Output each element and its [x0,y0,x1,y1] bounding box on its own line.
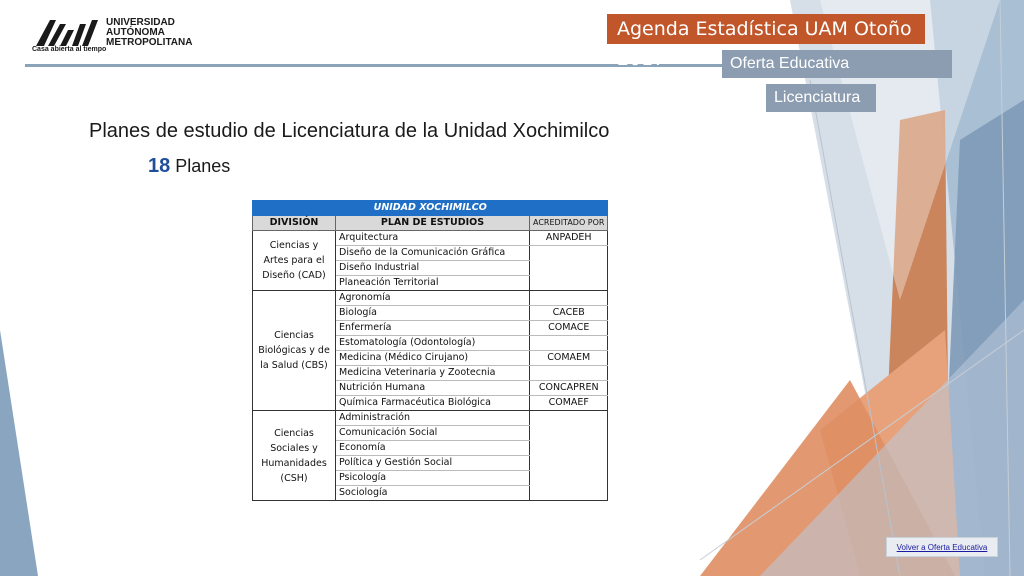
plan-cell: Estomatología (Odontología) [336,336,530,351]
plan-cell: Medicina (Médico Cirujano) [336,351,530,366]
page-title: Planes de estudio de Licenciatura de la Unidad Xochimilco [89,120,610,142]
plan-cell: Diseño de la Comunicación Gráfica [336,246,530,261]
plan-cell: Política y Gestión Social [336,456,530,471]
agenda-banner: Agenda Estadística UAM Otoño 2017 [607,14,925,44]
accredited-cell: ANPADEH [530,231,608,246]
breadcrumb-licenciatura[interactable]: Licenciatura [766,84,876,112]
accredited-cell [530,246,608,261]
accredited-cell [530,291,608,306]
plan-cell: Agronomía [336,291,530,306]
uam-name-line3: METROPOLITANA [106,37,193,48]
plans-count-number: 18 [148,155,171,177]
unit-header: UNIDAD XOCHIMILCO [253,201,608,216]
uam-name [106,18,192,48]
division-cell: Ciencias y Artes para el Diseño (CAD) [253,231,336,291]
plan-cell: Psicología [336,471,530,486]
accredited-cell [530,336,608,351]
accredited-cell: CACEB [530,306,608,321]
plan-cell: Sociología [336,486,530,501]
table-row [253,231,608,246]
division-cell: Ciencias Biológicas y de la Salud (CBS) [253,291,336,411]
plan-cell: Química Farmacéutica Biológica [336,396,530,411]
accredited-cell [530,366,608,381]
plans-table-body [253,231,608,501]
uam-tagline: Casa abierta al tiempo [32,46,107,53]
accredited-cell [530,486,608,501]
accredited-cell: COMAEF [530,396,608,411]
col-accredited: ACREDITADO POR [530,216,608,231]
accredited-cell [530,441,608,456]
accredited-cell: CONCAPREN [530,381,608,396]
uam-logo [30,16,200,60]
uam-name-line2: AUTÓNOMA [106,27,165,38]
division-cell: Ciencias Sociales y Humanidades (CSH) [253,411,336,501]
plan-cell: Economía [336,441,530,456]
table-row [253,411,608,426]
plan-cell: Planeación Territorial [336,276,530,291]
uam-logo-mark-icon [36,18,98,48]
back-to-oferta-link[interactable]: Volver a Oferta Educativa [886,537,998,557]
plans-count [148,155,230,178]
plans-count-label: Planes [175,156,231,176]
plan-cell: Enfermería [336,321,530,336]
breadcrumb-oferta-educativa[interactable]: Oferta Educativa [722,50,952,78]
plans-table [252,200,608,501]
plan-cell: Biología [336,306,530,321]
plan-cell: Administración [336,411,530,426]
col-plan: PLAN DE ESTUDIOS [336,216,530,231]
accredited-cell [530,456,608,471]
table-row [253,291,608,306]
accredited-cell: COMAEM [530,351,608,366]
accredited-cell [530,426,608,441]
plan-cell: Diseño Industrial [336,261,530,276]
accredited-cell [530,261,608,276]
uam-name-line1: UNIVERSIDAD [106,17,175,28]
accredited-cell [530,411,608,426]
accredited-cell [530,471,608,486]
plan-cell: Arquitectura [336,231,530,246]
plan-cell: Nutrición Humana [336,381,530,396]
plan-cell: Comunicación Social [336,426,530,441]
col-division: DIVISIÓN [253,216,336,231]
accredited-cell [530,276,608,291]
plan-cell: Medicina Veterinaria y Zootecnia [336,366,530,381]
accredited-cell: COMACE [530,321,608,336]
